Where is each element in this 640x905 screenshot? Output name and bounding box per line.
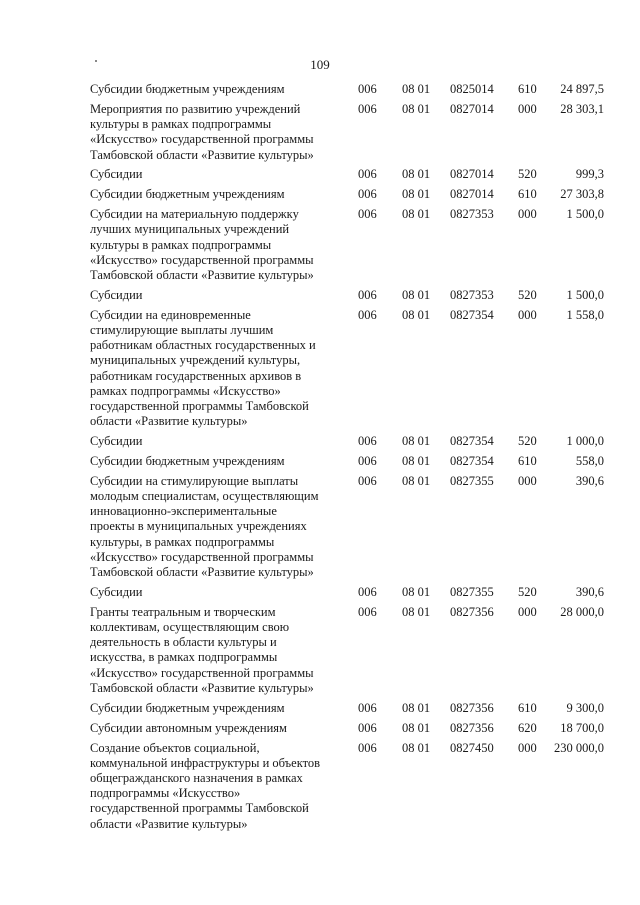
row-section-code: 08 01 — [402, 604, 431, 619]
row-amount: 18 700,0 — [560, 720, 604, 735]
row-ved-code: 006 — [358, 473, 377, 488]
row-section-code: 08 01 — [402, 287, 431, 302]
row-amount: 999,3 — [575, 167, 604, 182]
table-row — [90, 454, 610, 469]
row-expense-type-code: 520 — [518, 434, 537, 449]
row-section-code: 08 01 — [402, 720, 431, 735]
row-section-code: 08 01 — [402, 434, 431, 449]
row-name: Субсидии на стимулирующие выплаты молодым специалистам, осуществляющим инновационно-экспериментальные проекты в муниципальных учреждениях культуры, в рамках подпрограммы «Искусство» государственной программы Тамбовской области «Развитие культуры» — [90, 473, 319, 580]
row-target-code: 0827356 — [450, 700, 494, 715]
row-ved-code: 006 — [358, 453, 377, 468]
table-row — [90, 741, 610, 832]
row-name: Субсидии бюджетным учреждениям — [90, 187, 285, 202]
row-target-code: 0827014 — [450, 101, 494, 116]
table-row — [90, 585, 610, 600]
row-name: Мероприятия по развитию учреждений культуры в рамках подпрограммы «Искусство» государственной программы Тамбовской области «Развитие культуры» — [90, 101, 314, 162]
row-section-code: 08 01 — [402, 167, 431, 182]
row-target-code: 0827355 — [450, 473, 494, 488]
table-row — [90, 288, 610, 303]
row-amount: 558,0 — [575, 453, 604, 468]
row-amount: 28 303,1 — [560, 101, 604, 116]
row-name: Субсидии бюджетным учреждениям — [90, 700, 285, 715]
row-name: Субсидии на материальную поддержку лучших муниципальных учреждений культуры в рамках подпрограммы «Искусство» государственной программы Тамбовской области «Развитие культуры» — [90, 207, 314, 282]
row-ved-code: 006 — [358, 720, 377, 735]
row-name: Субсидии бюджетным учреждениям — [90, 82, 285, 96]
row-section-code: 08 01 — [402, 207, 431, 222]
row-expense-type-code: 610 — [518, 700, 537, 715]
table-row — [90, 701, 610, 716]
row-expense-type-code: 000 — [518, 101, 537, 116]
row-section-code: 08 01 — [402, 187, 431, 202]
row-expense-type-code: 000 — [518, 473, 537, 488]
row-amount: 24 897,5 — [560, 82, 604, 96]
row-ved-code: 006 — [358, 584, 377, 599]
row-expense-type-code: 610 — [518, 82, 537, 96]
row-amount: 9 300,0 — [566, 700, 604, 715]
row-name: Субсидии — [90, 584, 143, 599]
row-ved-code: 006 — [358, 740, 377, 755]
row-ved-code: 006 — [358, 307, 377, 322]
row-section-code: 08 01 — [402, 700, 431, 715]
row-amount: 1 500,0 — [566, 207, 604, 222]
budget-table — [90, 82, 610, 836]
row-expense-type-code: 000 — [518, 604, 537, 619]
row-ved-code: 006 — [358, 207, 377, 222]
row-target-code: 0827354 — [450, 434, 494, 449]
row-expense-type-code: 520 — [518, 584, 537, 599]
row-amount: 27 303,8 — [560, 187, 604, 202]
row-target-code: 0827353 — [450, 207, 494, 222]
row-target-code: 0827014 — [450, 187, 494, 202]
row-target-code: 0827450 — [450, 740, 494, 755]
row-section-code: 08 01 — [402, 101, 431, 116]
row-ved-code: 006 — [358, 700, 377, 715]
row-ved-code: 006 — [358, 434, 377, 449]
table-row — [90, 308, 610, 430]
row-section-code: 08 01 — [402, 473, 431, 488]
row-target-code: 0825014 — [450, 82, 494, 96]
row-section-code: 08 01 — [402, 82, 431, 96]
row-expense-type-code: 520 — [518, 167, 537, 182]
table-row — [90, 167, 610, 182]
row-name: Субсидии — [90, 434, 143, 449]
table-row — [90, 605, 610, 696]
row-target-code: 0827354 — [450, 453, 494, 468]
row-amount: 1 558,0 — [566, 307, 604, 322]
row-ved-code: 006 — [358, 82, 377, 96]
row-ved-code: 006 — [358, 287, 377, 302]
row-ved-code: 006 — [358, 604, 377, 619]
row-name: Гранты театральным и творческим коллективам, осуществляющим свою деятельность в области культуры и искусства, в рамках подпрограммы «Искусство» государственной программы Тамбовской области «Развитие культуры» — [90, 604, 314, 695]
table-row — [90, 207, 610, 283]
row-expense-type-code: 610 — [518, 453, 537, 468]
table-row — [90, 721, 610, 736]
row-expense-type-code: 000 — [518, 307, 537, 322]
row-target-code: 0827356 — [450, 720, 494, 735]
row-expense-type-code: 000 — [518, 740, 537, 755]
row-section-code: 08 01 — [402, 453, 431, 468]
row-ved-code: 006 — [358, 101, 377, 116]
table-row — [90, 434, 610, 449]
row-name: Субсидии автономным учреждениям — [90, 720, 287, 735]
scan-speck — [95, 60, 97, 62]
row-section-code: 08 01 — [402, 584, 431, 599]
row-ved-code: 006 — [358, 187, 377, 202]
row-amount: 390,6 — [575, 584, 604, 599]
row-amount: 1 500,0 — [566, 287, 604, 302]
table-row — [90, 187, 610, 202]
row-name: Субсидии — [90, 287, 143, 302]
row-amount: 230 000,0 — [554, 740, 604, 755]
row-name: Создание объектов социальной, коммунальной инфраструктуры и объектов общегражданского назначения в рамках подпрограммы «Искусство» государственной программы Тамбовской области «Развитие культуры» — [90, 740, 321, 831]
row-target-code: 0827355 — [450, 584, 494, 599]
row-amount: 390,6 — [575, 473, 604, 488]
row-expense-type-code: 520 — [518, 287, 537, 302]
row-target-code: 0827353 — [450, 287, 494, 302]
row-amount: 1 000,0 — [566, 434, 604, 449]
table-row — [90, 82, 610, 97]
table-row — [90, 474, 610, 580]
row-expense-type-code: 000 — [518, 207, 537, 222]
row-name: Субсидии на единовременные стимулирующие выплаты лучшим работникам областных государственных и муниципальных учреждений культуры, работникам государственных архивов в рамках подпрограммы «Искусство» государственной программы Тамбовской области «Развитие культуры» — [90, 307, 316, 429]
row-section-code: 08 01 — [402, 740, 431, 755]
row-name: Субсидии — [90, 167, 143, 182]
row-name: Субсидии бюджетным учреждениям — [90, 453, 285, 468]
row-expense-type-code: 610 — [518, 187, 537, 202]
row-section-code: 08 01 — [402, 307, 431, 322]
row-amount: 28 000,0 — [560, 604, 604, 619]
page-number: 109 — [310, 57, 330, 72]
row-ved-code: 006 — [358, 167, 377, 182]
row-target-code: 0827014 — [450, 167, 494, 182]
row-target-code: 0827354 — [450, 307, 494, 322]
row-target-code: 0827356 — [450, 604, 494, 619]
table-row — [90, 102, 610, 163]
row-expense-type-code: 620 — [518, 720, 537, 735]
